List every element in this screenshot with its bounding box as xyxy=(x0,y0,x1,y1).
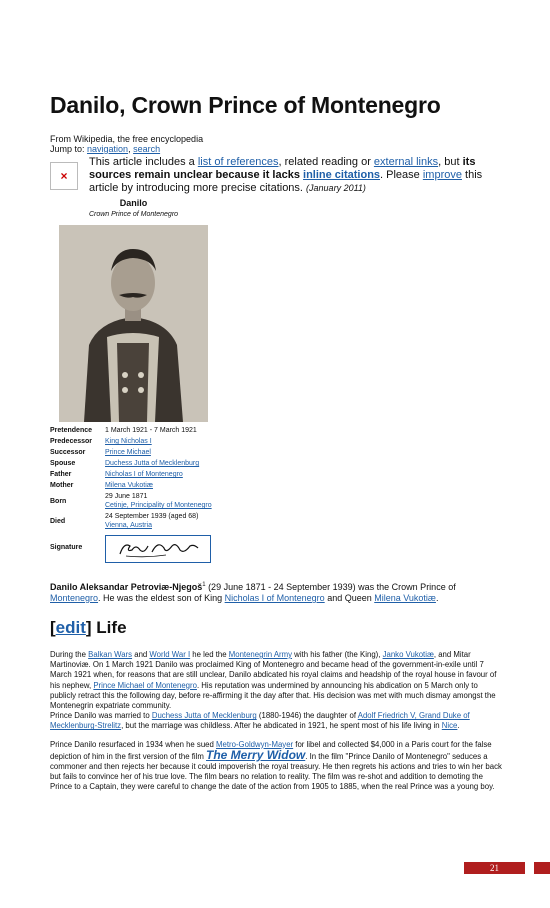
died-place-link[interactable]: Vienna, Austria xyxy=(105,522,152,529)
intro-text-1: (29 June 1871 - 24 September 1939) was the Crown Prince of xyxy=(205,582,456,592)
jump-separator: , xyxy=(128,144,134,154)
life-section-body xyxy=(50,650,502,801)
row-label: Predecessor xyxy=(50,438,93,445)
notice-link-improve[interactable]: improve xyxy=(422,169,462,181)
mother-link-text[interactable]: Milena Vukotiæ xyxy=(374,593,436,603)
world-war-link[interactable]: World War I xyxy=(149,650,191,659)
adolf-friedrich-link[interactable]: Adolf Friedrich V, Grand Duke of Mecklenburg-Strelitz xyxy=(50,711,470,731)
page-number: 21 xyxy=(464,862,525,874)
p1-text-2: and xyxy=(132,650,150,659)
p3-text-1: Prince Danilo resurfaced in 1934 when he sued xyxy=(50,739,217,749)
mgm-link[interactable]: Metro-Goldwyn-Mayer xyxy=(216,739,294,749)
born-date: 29 June 1871 xyxy=(105,493,148,500)
successor-link[interactable]: Prince Michael xyxy=(105,449,151,456)
notice-text-3: , but xyxy=(438,156,463,168)
page-edge-tab xyxy=(534,862,550,874)
predecessor-link[interactable]: King Nicholas I xyxy=(105,438,152,445)
section-title: Life xyxy=(91,618,127,637)
row-label: Signature xyxy=(50,544,83,551)
intro-text-3: and Queen xyxy=(324,593,375,603)
notice-text xyxy=(89,156,499,195)
row-value: 1 March 1921 - 7 March 1921 xyxy=(105,427,197,434)
subject-name: Danilo Aleksandar Petroviæ-Njegoš xyxy=(50,582,203,592)
p1-text-5: , and Mitar Martinoviæ. On 1 March 1921 Danilo was proclaimed King of Montenegro and became head of the government-in-exile until 7 March 1921 when, for reasons that are still unclear, Danilo abdicated his royal claims and headship of the royal house in favour of his nephew, xyxy=(50,650,497,690)
notice-date: (January 2011) xyxy=(306,183,366,193)
intro-text-4: . xyxy=(435,593,439,603)
infobox-row xyxy=(50,425,217,436)
jump-search-link[interactable]: search xyxy=(133,144,161,154)
infobox-row xyxy=(50,458,217,469)
infobox xyxy=(50,198,217,551)
p2-text-2: (1880-1946) the daughter of xyxy=(256,711,358,721)
prince-michael-link[interactable]: Prince Michael of Montenegro xyxy=(93,680,197,690)
p1-text-3: he led the xyxy=(190,650,229,659)
jump-navigation-link[interactable]: navigation xyxy=(87,144,129,154)
infobox-row xyxy=(50,436,217,447)
p1-text-6: . His reputation was undermined by announcing his abdication on 5 March only to publicly retract this the following day, before re-affirming it the day after that. His decision was met with much dismay amongst the Montenegrin expatriate community. xyxy=(50,680,496,711)
infobox-row xyxy=(50,511,217,531)
source-info xyxy=(50,134,203,154)
p1-text-1: During the xyxy=(50,650,89,659)
life-paragraph-3 xyxy=(50,740,502,793)
portrait-photo xyxy=(59,225,208,422)
janko-vukotic-link[interactable]: Janko Vukotiæ xyxy=(382,650,434,659)
intro-text-2: . He was the eldest son of King xyxy=(98,593,225,603)
row-label: Spouse xyxy=(50,460,76,467)
died-date: 24 September 1939 (aged 68) xyxy=(105,513,199,520)
bracket-close: ] xyxy=(85,618,92,637)
source-line: From Wikipedia, the free encyclopedia xyxy=(50,134,204,144)
notice-link-external[interactable]: external links xyxy=(373,156,439,168)
notice-bold-text: its sources remain unclear because it lacks xyxy=(89,156,476,181)
infobox-caption: Crown Prince of Montenegro xyxy=(88,211,179,218)
duchess-jutta-link[interactable]: Duchess Jutta of Mecklenburg xyxy=(151,711,257,721)
born-place-link[interactable]: Cetinje, Principality of Montenegro xyxy=(105,502,212,509)
life-paragraph-1 xyxy=(50,650,502,711)
montenegrin-army-link[interactable]: Montenegrin Army xyxy=(228,650,293,659)
row-label: Successor xyxy=(50,449,86,456)
infobox-table xyxy=(50,425,217,564)
row-label: Mother xyxy=(50,482,74,489)
mother-link[interactable]: Milena Vukotiæ xyxy=(105,482,153,489)
balkan-wars-link[interactable]: Balkan Wars xyxy=(88,650,133,659)
notice-text-1: This article includes a xyxy=(89,156,198,168)
p2-text-4: . xyxy=(457,721,460,731)
infobox-row xyxy=(50,447,217,458)
intro-paragraph xyxy=(50,580,500,604)
section-heading-life xyxy=(50,618,127,638)
spouse-link[interactable]: Duchess Jutta of Mecklenburg xyxy=(105,460,200,467)
jump-to xyxy=(50,144,203,154)
montenegro-link[interactable]: Montenegro xyxy=(50,593,99,603)
p3-text-3: . In the film "Prince Danilo of Montenegro" seduces a commoner and then rejects her because it could impoverish the royal treasury. He then regrets his actions and tries to win her back but fails to convince her of his true love. The film bears no relation to reality. The film was re-shot and addition to demoting the Prince to a Captain, they were careful to change the date of the action from 1905 to 1885, when the real Prince was a young boy. xyxy=(50,751,502,792)
notice-text-5: this article by introducing more precise citations. xyxy=(89,169,483,194)
merry-widow-link[interactable]: The Merry Widow xyxy=(206,747,306,762)
jump-label: Jump to: xyxy=(50,144,88,154)
row-label: Father xyxy=(50,471,72,478)
p3-text-2: for libel and collected $4,000 in a Paris court for the false depiction of him in the first version of the film xyxy=(50,739,492,761)
row-label: Pretendence xyxy=(50,427,93,434)
infobox-row xyxy=(50,469,217,480)
notice-link-references[interactable]: list of references xyxy=(197,156,279,168)
nice-link[interactable]: Nice xyxy=(441,721,458,731)
row-label: Died xyxy=(50,517,66,525)
infobox-name: Danilo xyxy=(119,198,148,208)
portrait-illustration xyxy=(59,225,208,422)
father-link-text[interactable]: Nicholas I of Montenegro xyxy=(224,593,325,603)
footnote-ref: 1 xyxy=(202,582,206,588)
infobox-row xyxy=(50,491,217,511)
page-title: Danilo, Crown Prince of Montenegro xyxy=(50,92,441,118)
father-link[interactable]: Nicholas I of Montenegro xyxy=(105,471,183,478)
row-label: Born xyxy=(50,497,67,505)
infobox-row xyxy=(50,531,217,564)
life-paragraph-2 xyxy=(50,711,502,731)
notice-link-inline-citations[interactable]: inline citations xyxy=(303,169,381,181)
infobox-row xyxy=(50,480,217,491)
p2-text-1: Prince Danilo was married to xyxy=(50,711,152,721)
p2-text-3: , but the marriage was childless. After he abdicated in 1921, he spent most of his life living in xyxy=(121,721,442,731)
p1-text-4: with his father (the King), xyxy=(292,650,383,659)
notice-text-4: . Please xyxy=(380,169,423,181)
bracket-open: [ xyxy=(50,618,56,637)
edit-section-link[interactable]: edit xyxy=(55,618,86,637)
notice-text-2: , related reading or xyxy=(278,156,374,168)
warning-icon: × xyxy=(50,162,78,190)
signature-image xyxy=(105,535,211,563)
